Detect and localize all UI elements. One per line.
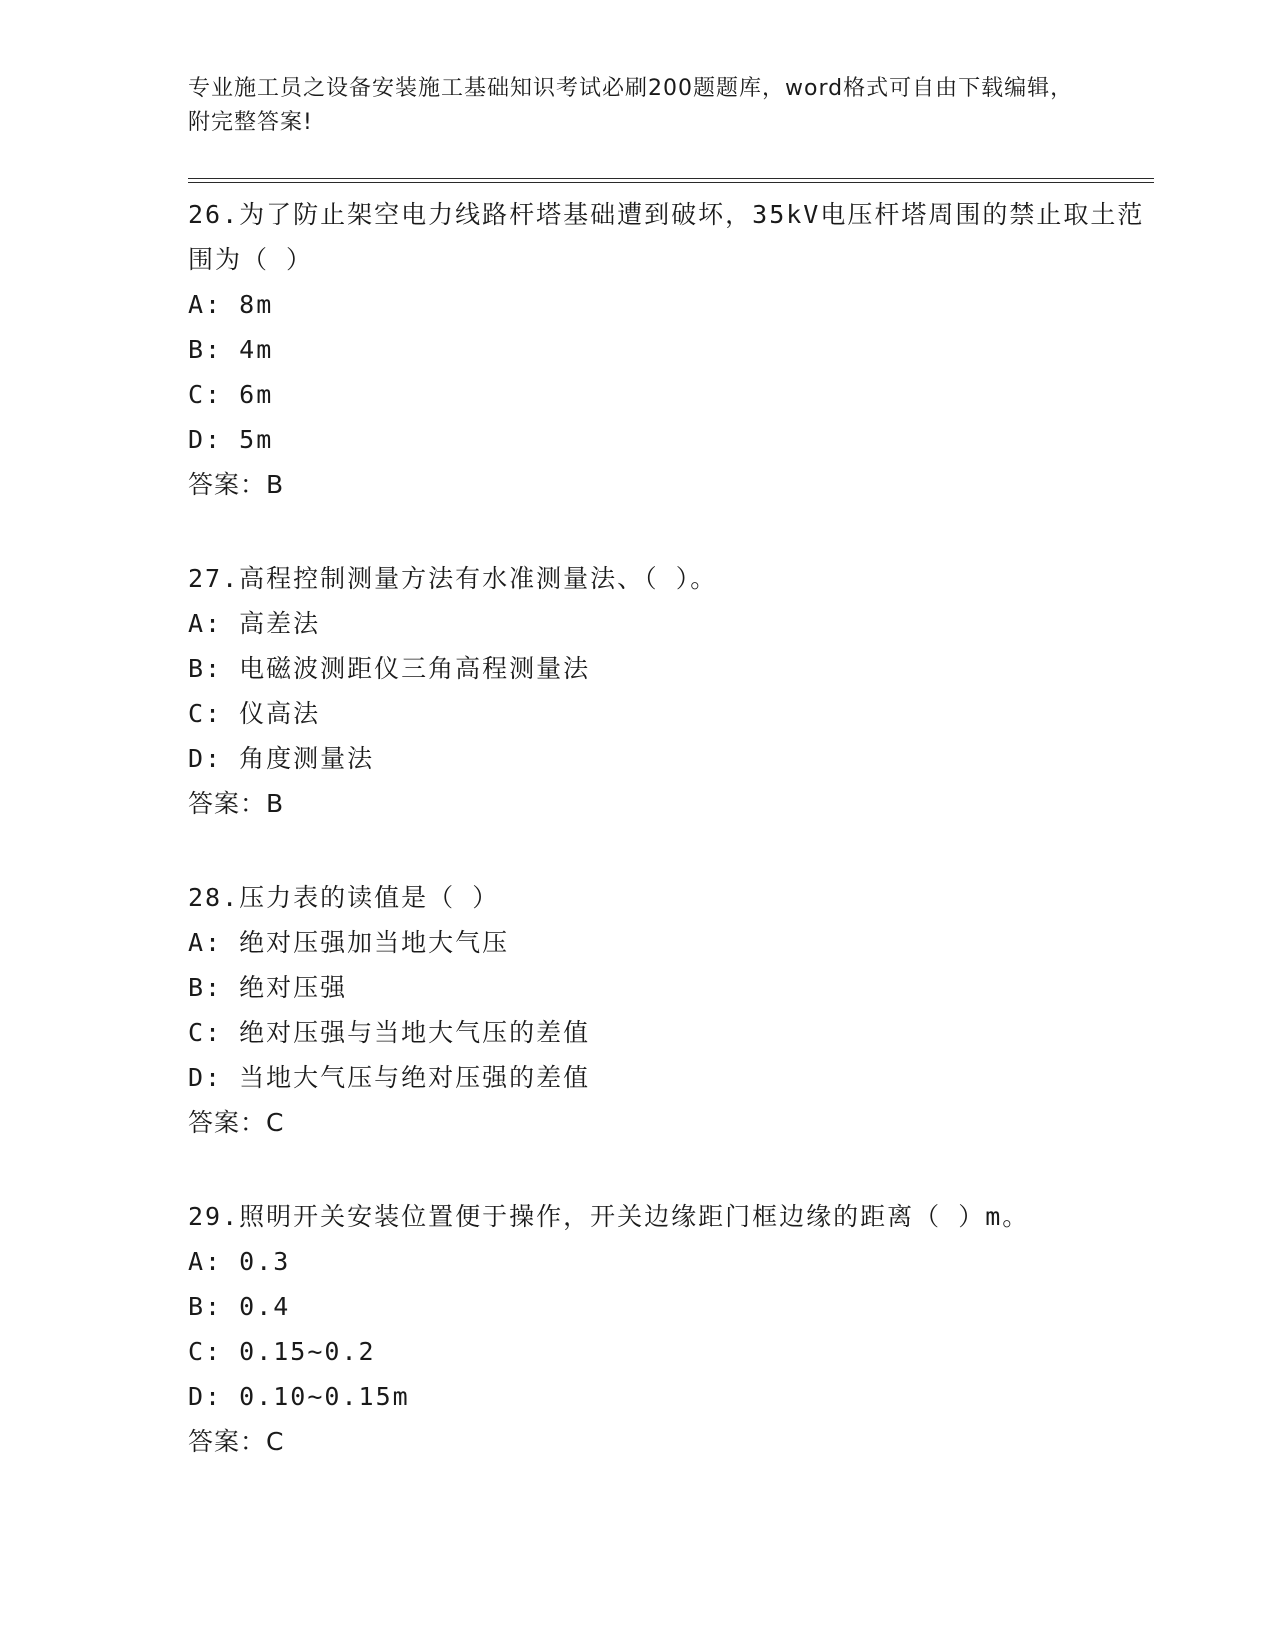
- option-b: B: 绝对压强: [188, 973, 348, 1002]
- question-spacer: [188, 508, 1148, 554]
- question-stem: 26.为了防止架空电力线路杆塔基础遭到破坏，35kV电压杆塔周围的禁止取土范围为（ ）: [188, 200, 1145, 274]
- question-stem: 29.照明开关安装位置便于操作，开关边缘距门框边缘的距离（ ）m。: [188, 1202, 1030, 1231]
- question-29: [188, 1194, 1148, 1465]
- option-d: D: 当地大气压与绝对压强的差值: [188, 1063, 591, 1092]
- option-d: D: 0.10~0.15m: [188, 1382, 410, 1411]
- option-c: C: 6m: [188, 380, 274, 409]
- answer-line: 答案：B: [188, 470, 285, 499]
- header-divider-top: [188, 178, 1154, 179]
- option-b: B: 电磁波测距仪三角高程测量法: [188, 654, 591, 683]
- option-a: A: 高差法: [188, 609, 321, 638]
- question-stem: 27.高程控制测量方法有水准测量法、（ ）。: [188, 564, 718, 593]
- answer-line: 答案：C: [188, 1427, 285, 1456]
- question-list: [188, 190, 1148, 1465]
- option-a: A: 0.3: [188, 1247, 291, 1276]
- question-spacer: [188, 1146, 1148, 1192]
- document-title: 专业施工员之设备安装施工基础知识考试必刷200题题库，word格式可自由下载编辑，附完整答案!: [188, 76, 1074, 135]
- option-b: B: 0.4: [188, 1292, 291, 1321]
- question-spacer: [188, 827, 1148, 873]
- option-d: D: 5m: [188, 425, 274, 454]
- option-d: D: 角度测量法: [188, 744, 375, 773]
- question-28: [188, 875, 1148, 1146]
- answer-line: 答案：C: [188, 1108, 285, 1137]
- option-a: A: 绝对压强加当地大气压: [188, 928, 510, 957]
- option-b: B: 4m: [188, 335, 274, 364]
- option-c: C: 0.15~0.2: [188, 1337, 376, 1366]
- option-c: C: 绝对压强与当地大气压的差值: [188, 1018, 591, 1047]
- option-a: A: 8m: [188, 290, 274, 319]
- header-divider-bottom: [188, 182, 1154, 183]
- answer-line: 答案：B: [188, 789, 285, 818]
- option-c: C: 仪高法: [188, 699, 321, 728]
- question-26: [188, 192, 1148, 508]
- question-stem: 28.压力表的读值是（ ）: [188, 883, 500, 912]
- question-27: [188, 556, 1148, 827]
